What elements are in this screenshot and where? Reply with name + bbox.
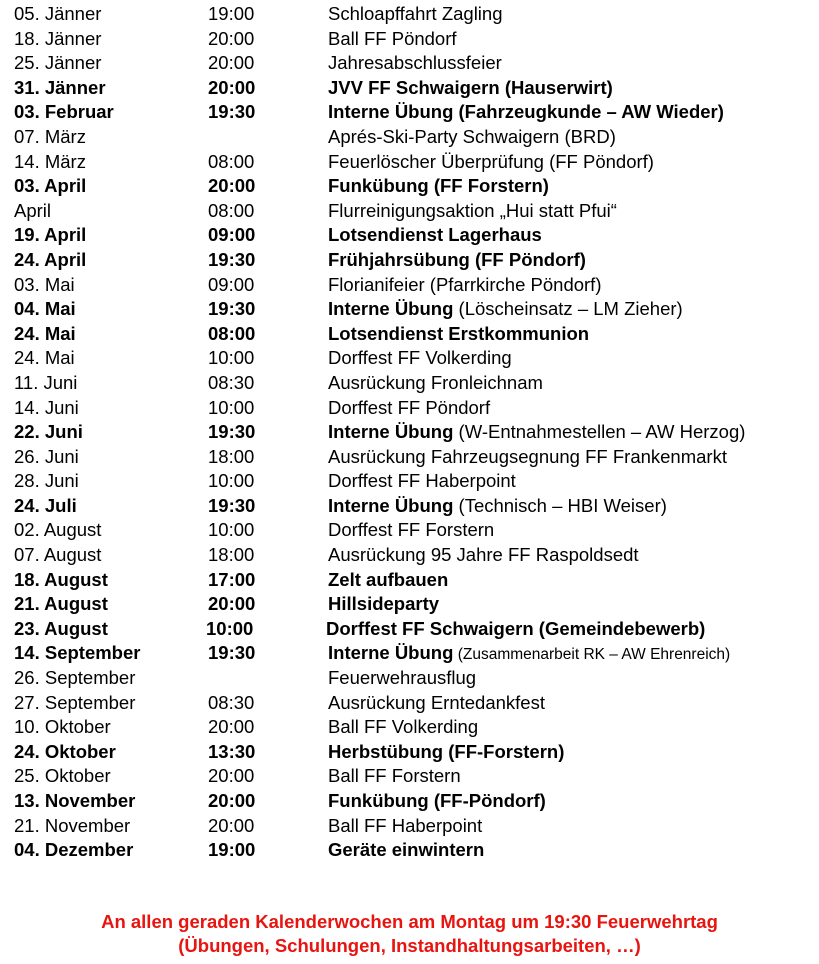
event-time: 20:00 bbox=[208, 27, 255, 49]
event-title: Funkübung (FF-Pöndorf) bbox=[328, 790, 546, 811]
schedule-row bbox=[0, 568, 819, 593]
event-title: Hillsideparty bbox=[328, 593, 440, 615]
schedule-row bbox=[0, 691, 819, 716]
event-title: Feuerlöscher Überprüfung (FF Pöndorf) bbox=[328, 150, 654, 172]
event-description bbox=[328, 838, 484, 863]
event-time: 19:00 bbox=[208, 3, 255, 24]
event-description bbox=[328, 27, 457, 52]
schedule-row bbox=[0, 543, 819, 568]
event-time: 08:00 bbox=[208, 199, 255, 221]
schedule-row bbox=[0, 494, 819, 519]
schedule-row bbox=[0, 27, 819, 52]
event-time: 08:30 bbox=[208, 691, 255, 713]
event-time: 09:00 bbox=[208, 224, 256, 246]
schedule-row bbox=[0, 789, 819, 814]
event-title: Flurreinigungsaktion „Hui statt Pfui“ bbox=[328, 199, 617, 221]
event-title: Interne Übung bbox=[328, 421, 454, 443]
schedule-row bbox=[0, 2, 819, 27]
event-title: Frühjahrsübung (FF Pöndorf) bbox=[328, 248, 586, 270]
event-date: 14. September bbox=[14, 642, 141, 664]
event-date: 02. August bbox=[14, 519, 102, 541]
schedule-row bbox=[0, 396, 819, 421]
event-description bbox=[328, 76, 613, 101]
event-description bbox=[328, 740, 564, 765]
event-description bbox=[328, 346, 512, 371]
event-time: 20:00 bbox=[208, 765, 255, 787]
event-detail: (Zusammenarbeit RK – AW Ehrenreich) bbox=[453, 646, 731, 664]
event-time: 19:30 bbox=[208, 421, 256, 443]
event-time: 20:00 bbox=[208, 76, 256, 98]
schedule-row bbox=[0, 273, 819, 298]
event-title: Ball FF Haberpoint bbox=[328, 814, 483, 836]
event-title: Herbstübung (FF-Forstern) bbox=[328, 740, 565, 762]
schedule-row bbox=[0, 100, 819, 125]
event-time: 08:00 bbox=[208, 322, 256, 344]
event-title: Ausrückung Erntedankfest bbox=[328, 691, 545, 713]
event-title: Ball FF Forstern bbox=[328, 765, 461, 787]
event-date: 28. Juni bbox=[14, 470, 79, 492]
event-date: 05. Jänner bbox=[14, 3, 102, 24]
event-title: Interne Übung bbox=[328, 642, 454, 664]
event-description bbox=[328, 666, 476, 691]
event-date: 18. August bbox=[14, 568, 108, 590]
event-title: Ausrückung 95 Jahre FF Raspoldsedt bbox=[328, 544, 639, 566]
event-title: Ball FF Volkerding bbox=[328, 716, 479, 738]
schedule-row bbox=[0, 518, 819, 543]
event-date: 21. August bbox=[14, 593, 108, 615]
event-date: 24. Juli bbox=[14, 494, 77, 516]
event-title: Lotsendienst Lagerhaus bbox=[328, 224, 542, 246]
event-title: Lotsendienst Erstkommunion bbox=[328, 322, 590, 344]
event-title: Dorffest FF Haberpoint bbox=[328, 470, 516, 492]
event-title: Dorffest FF Pöndorf bbox=[328, 396, 491, 418]
event-date: 03. Februar bbox=[14, 101, 114, 123]
event-description bbox=[328, 641, 730, 668]
event-description bbox=[328, 543, 639, 568]
event-description bbox=[328, 223, 542, 248]
event-schedule bbox=[0, 2, 819, 863]
event-title: JVV FF Schwaigern (Hauserwirt) bbox=[328, 76, 613, 98]
event-date: 24. Oktober bbox=[14, 740, 116, 762]
event-title: Ausrückung Fahrzeugsegnung FF Frankenmarkt bbox=[328, 445, 727, 467]
event-date: 27. September bbox=[14, 691, 136, 713]
event-date: 10. Oktober bbox=[14, 716, 111, 738]
event-date: 24. Mai bbox=[14, 322, 76, 344]
schedule-row bbox=[0, 617, 819, 642]
schedule-row bbox=[0, 838, 819, 863]
schedule-row bbox=[0, 641, 819, 666]
event-title: Dorffest FF Volkerding bbox=[328, 347, 512, 369]
event-description bbox=[328, 715, 478, 740]
event-time: 19:30 bbox=[208, 642, 256, 664]
schedule-row bbox=[0, 51, 819, 76]
event-title: Florianifeier (Pfarrkirche Pöndorf) bbox=[328, 273, 602, 295]
event-time: 10:00 bbox=[208, 470, 255, 492]
event-title: Interne Übung (Fahrzeugkunde – AW Wieder) bbox=[328, 101, 724, 123]
event-time: 08:30 bbox=[208, 371, 255, 393]
event-date: 03. April bbox=[14, 175, 87, 197]
footer-line-2: (Übungen, Schulungen, Instandhaltungsarbeiten, …) bbox=[178, 935, 641, 956]
event-time: 18:00 bbox=[208, 544, 255, 566]
event-description bbox=[328, 150, 654, 175]
event-date: 21. November bbox=[14, 814, 131, 836]
event-time: 09:00 bbox=[208, 273, 255, 295]
event-title: Ausrückung Fronleichnam bbox=[328, 371, 543, 393]
schedule-row bbox=[0, 764, 819, 789]
event-time: 10:00 bbox=[208, 347, 255, 369]
schedule-row bbox=[0, 666, 819, 691]
event-time: 10:00 bbox=[208, 396, 255, 418]
event-description bbox=[328, 445, 727, 470]
event-title: Aprés-Ski-Party Schwaigern (BRD) bbox=[328, 125, 616, 147]
event-description bbox=[328, 174, 549, 199]
event-date: 04. Mai bbox=[14, 298, 76, 320]
schedule-row bbox=[0, 592, 819, 617]
event-date: 25. Jänner bbox=[14, 52, 102, 74]
event-description bbox=[328, 494, 667, 519]
schedule-row bbox=[0, 740, 819, 765]
schedule-row bbox=[0, 322, 819, 347]
event-description bbox=[328, 518, 494, 543]
event-description bbox=[328, 789, 546, 814]
event-description bbox=[328, 568, 448, 593]
event-description bbox=[328, 469, 516, 494]
event-time: 10:00 bbox=[208, 519, 255, 541]
footer-line-1: An allen geraden Kalenderwochen am Montag um 19:30 Feuerwehrtag bbox=[101, 911, 718, 932]
event-time: 20:00 bbox=[208, 716, 255, 738]
event-date: 23. August bbox=[14, 617, 108, 639]
event-date: 19. April bbox=[14, 224, 87, 246]
event-date: 07. August bbox=[14, 544, 102, 566]
schedule-row bbox=[0, 125, 819, 150]
event-detail: (Technisch – HBI Weiser) bbox=[453, 494, 667, 516]
event-title: Dorffest FF Forstern bbox=[328, 519, 495, 541]
event-description bbox=[328, 371, 543, 396]
event-description bbox=[328, 322, 589, 347]
event-date: 07. März bbox=[14, 125, 86, 147]
event-time: 20:00 bbox=[208, 52, 255, 74]
event-time: 20:00 bbox=[208, 790, 256, 811]
event-description bbox=[326, 617, 705, 642]
event-time: 19:30 bbox=[208, 101, 256, 123]
event-date: 14. März bbox=[14, 150, 86, 172]
event-date: 25. Oktober bbox=[14, 765, 111, 787]
event-date: 22. Juni bbox=[14, 421, 83, 443]
event-description bbox=[328, 125, 616, 150]
event-title: Schloapffahrt Zagling bbox=[328, 3, 503, 24]
schedule-row bbox=[0, 174, 819, 199]
event-date: 13. November bbox=[14, 790, 136, 811]
schedule-row bbox=[0, 715, 819, 740]
event-title: Feuerwehrausflug bbox=[328, 667, 477, 689]
schedule-row bbox=[0, 371, 819, 396]
event-time: 19:30 bbox=[208, 298, 256, 320]
event-description bbox=[328, 199, 617, 224]
event-date: 04. Dezember bbox=[14, 839, 134, 861]
event-time: 19:30 bbox=[208, 248, 256, 270]
schedule-row bbox=[0, 814, 819, 839]
schedule-row bbox=[0, 248, 819, 273]
event-time: 13:30 bbox=[208, 740, 256, 762]
event-time: 19:00 bbox=[208, 839, 256, 861]
schedule-row bbox=[0, 445, 819, 470]
event-title: Zelt aufbauen bbox=[328, 568, 449, 590]
schedule-row bbox=[0, 223, 819, 248]
schedule-row bbox=[0, 469, 819, 494]
event-date: April bbox=[14, 199, 52, 221]
event-description bbox=[328, 248, 586, 273]
event-date: 24. Mai bbox=[14, 347, 75, 369]
schedule-row bbox=[0, 346, 819, 371]
event-time: 17:00 bbox=[208, 568, 256, 590]
event-title: Interne Übung bbox=[328, 298, 454, 320]
event-title: Ball FF Pöndorf bbox=[328, 27, 457, 49]
event-time: 20:00 bbox=[208, 593, 256, 615]
schedule-row bbox=[0, 199, 819, 224]
event-time: 08:00 bbox=[208, 150, 255, 172]
event-description bbox=[328, 592, 439, 617]
schedule-row bbox=[0, 297, 819, 322]
footer-note bbox=[0, 910, 819, 958]
schedule-row bbox=[0, 420, 819, 445]
event-time: 18:00 bbox=[208, 445, 255, 467]
event-date: 31. Jänner bbox=[14, 76, 106, 98]
event-title: Funkübung (FF Forstern) bbox=[328, 175, 549, 197]
event-date: 14. Juni bbox=[14, 396, 79, 418]
event-title: Geräte einwintern bbox=[328, 839, 485, 861]
event-date: 26. Juni bbox=[14, 445, 79, 467]
event-date: 11. Juni bbox=[14, 371, 78, 393]
event-detail: (W-Entnahmestellen – AW Herzog) bbox=[453, 421, 746, 443]
event-date: 18. Jänner bbox=[14, 27, 102, 49]
event-description bbox=[328, 2, 503, 27]
event-title: Dorffest FF Schwaigern (Gemeindebewerb) bbox=[326, 617, 706, 639]
event-description bbox=[328, 100, 724, 125]
event-description bbox=[328, 273, 601, 298]
event-time: 20:00 bbox=[208, 175, 256, 197]
event-date: 26. September bbox=[14, 667, 136, 689]
event-description bbox=[328, 396, 490, 421]
event-date: 03. Mai bbox=[14, 273, 75, 295]
event-time: 19:30 bbox=[208, 494, 256, 516]
event-time: 20:00 bbox=[208, 814, 255, 836]
event-description bbox=[328, 420, 745, 445]
event-description bbox=[328, 764, 461, 789]
schedule-row bbox=[0, 150, 819, 175]
event-title: Jahresabschlussfeier bbox=[328, 52, 502, 74]
event-description bbox=[328, 297, 683, 322]
event-description bbox=[328, 691, 545, 716]
event-detail: (Löscheinsatz – LM Zieher) bbox=[453, 298, 683, 320]
event-time: 10:00 bbox=[206, 617, 254, 639]
event-date: 24. April bbox=[14, 248, 87, 270]
event-description bbox=[328, 814, 482, 839]
event-title: Interne Übung bbox=[328, 494, 454, 516]
schedule-row bbox=[0, 76, 819, 101]
event-description bbox=[328, 51, 502, 76]
